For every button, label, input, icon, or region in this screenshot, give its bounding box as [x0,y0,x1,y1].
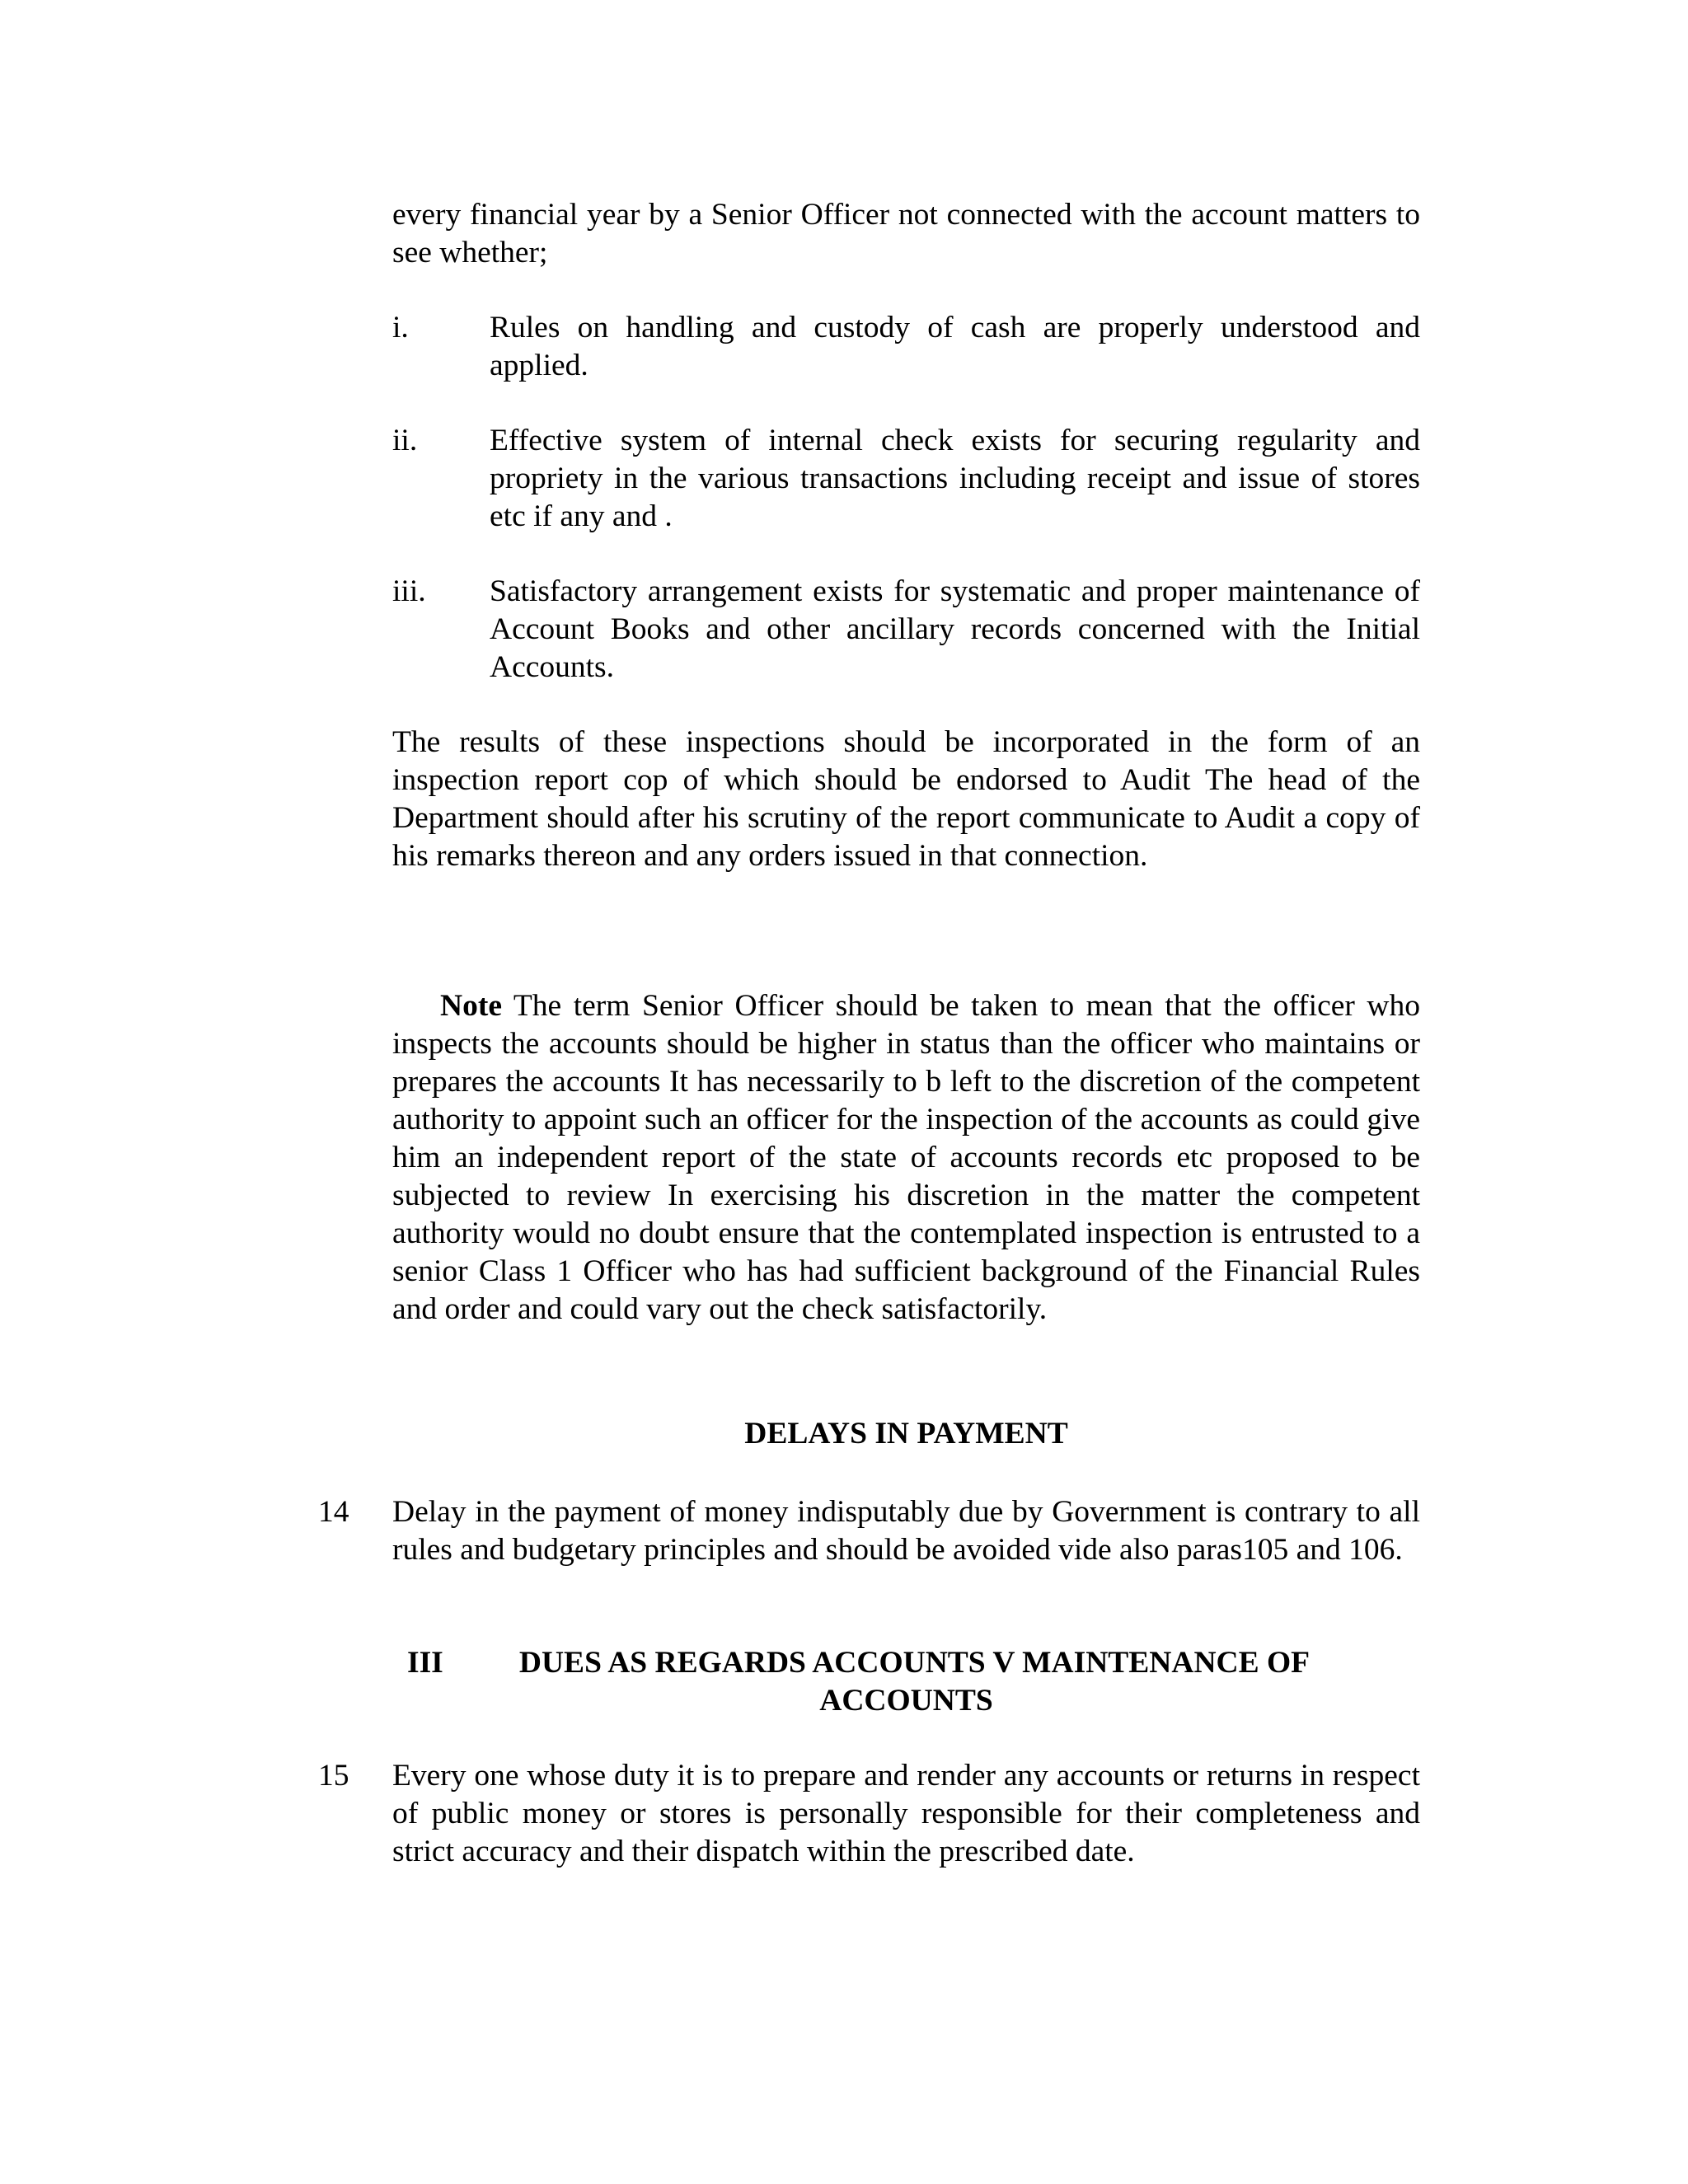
results-paragraph: The results of these inspections should be incorporated in the form of an inspection report cop of which should be endorsed to Audit The head of the Department should after his scrutiny of the report communicate to Audit a copy of his remarks thereon and any orders issued in that connection. [392,725,1420,873]
note-label: Note [440,989,502,1023]
list-item-number: ii. [392,424,418,457]
paragraph-15-text: Every one whose duty it is to prepare and render any accounts or returns in respect of public money or stores is personally responsible for their completeness and strict accuracy and their dispatch within the prescribed date. [392,1759,1420,1868]
paragraph-number-15: 15 [318,1759,349,1793]
list-item-text: Satisfactory arrangement exists for systematic and proper maintenance of Account Books and other ancillary records concerned with the Initial Accounts. [490,574,1420,684]
note-text: The term Senior Officer should be taken to mean that the officer who inspects the accounts should be higher in status than the officer who maintains or prepares the accounts It has necessarily to b left to the discretion of the competent authority to appoint such an officer for the inspection of the accounts as could give him an independent report of the state of accounts records etc proposed to be subjected to review In exercising his discretion in the matter the competent authority would no doubt ensure that the contemplated inspection is entrusted to a senior Class 1 Officer who has had sufficient background of the Financial Rules and order and could vary out the check satisfactorily. [392,989,1420,1326]
paragraph-14-text: Delay in the payment of money indisputably due by Government is contrary to all rules and budgetary principles and should be avoided vide also paras105 and 106. [392,1495,1420,1567]
list-item-text: Effective system of internal check exists for securing regularity and propriety in the various transactions including receipt and issue of stores etc if any and . [490,424,1420,533]
heading-dues-line-2: ACCOUNTS [819,1684,993,1718]
note-paragraph [392,987,1420,1329]
paragraph-number-14: 14 [318,1495,349,1529]
heading-delays-in-payment: DELAYS IN PAYMENT [744,1417,1068,1451]
list-item-number: i. [392,311,409,344]
section-roman-numeral: III [407,1646,443,1680]
list-item-number: iii. [392,574,426,608]
list-item-text: Rules on handling and custody of cash are properly understood and applied. [490,311,1420,382]
intro-paragraph: every financial year by a Senior Officer not connected with the account matters to see whether; [392,198,1420,269]
heading-dues-line-1: DUES AS REGARDS ACCOUNTS V MAINTENANCE OF [518,1646,1311,1680]
